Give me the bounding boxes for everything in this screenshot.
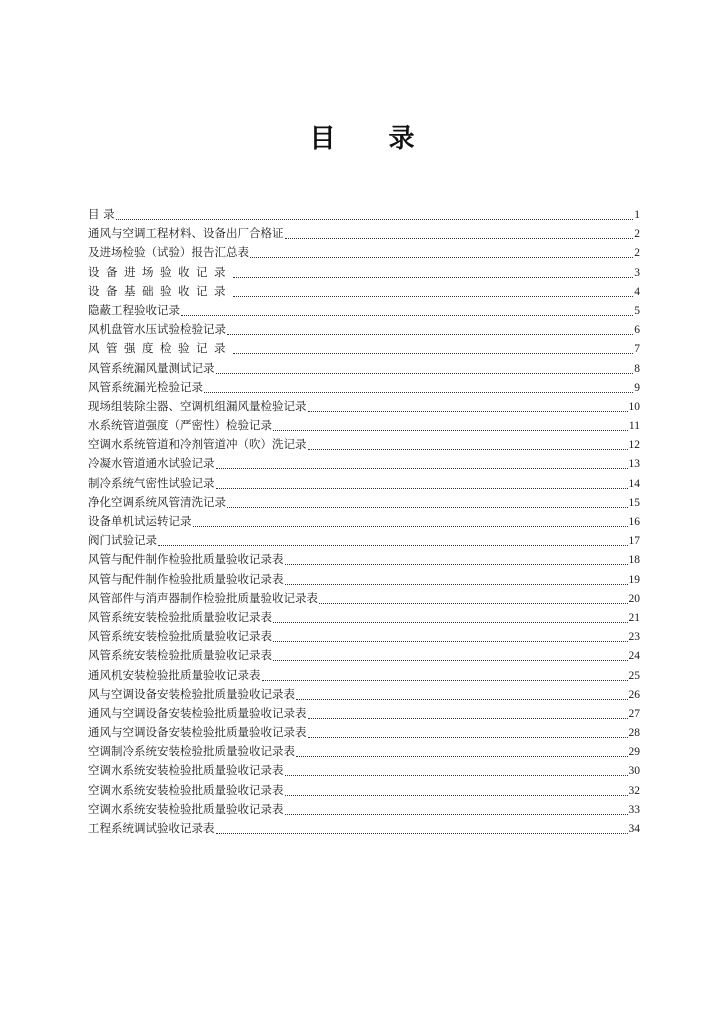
toc-entry-page-number: 21 <box>628 611 640 624</box>
toc-entry[interactable] <box>88 224 640 243</box>
toc-entry-page-number: 33 <box>628 803 640 816</box>
toc-entry-label: 空调水系统管道和冷剂管道冲（吹）洗记录 <box>88 437 307 452</box>
toc-entry-page-number: 32 <box>628 784 640 797</box>
toc-entry-label: 通风与空调设备安装检验批质量验收记录表 <box>88 705 307 720</box>
toc-entry-label: 风管强度检验记录 <box>88 341 232 356</box>
toc-entry[interactable] <box>88 263 640 282</box>
toc-entry[interactable] <box>88 570 640 589</box>
toc-entry-page-number: 2 <box>634 247 640 260</box>
toc-entry-page-number: 4 <box>634 285 640 298</box>
toc-entry[interactable] <box>88 243 640 262</box>
toc-entry[interactable] <box>88 454 640 473</box>
toc-entry-page-number: 3 <box>634 266 640 279</box>
toc-entry-label: 空调水系统安装检验批质量验收记录表 <box>88 801 284 816</box>
toc-entry-label: 风管与配件制作检验批质量验收记录表 <box>88 552 284 567</box>
toc-entry[interactable] <box>88 397 640 416</box>
dot-leader <box>250 245 633 258</box>
toc-entry-label: 风与空调设备安装检验批质量验收记录表 <box>88 686 295 701</box>
toc-entry-label: 工程系统调试验收记录表 <box>88 821 215 835</box>
dot-leader <box>216 361 634 374</box>
toc-entry[interactable] <box>88 378 640 397</box>
page-title: 目 录 <box>309 124 437 154</box>
toc-entry-page-number: 1 <box>634 209 640 221</box>
toc-entry-label: 设备进场验收记录 <box>88 264 232 279</box>
toc-entry-page-number: 25 <box>628 669 640 682</box>
toc-entry-label: 隐蔽工程验收记录 <box>88 302 180 317</box>
toc-entry-page-number: 28 <box>628 727 640 740</box>
dot-leader <box>273 648 628 661</box>
toc-entry-label: 风管系统安装检验批质量验收记录表 <box>88 648 272 663</box>
toc-entry-label: 风管系统漏光检验记录 <box>88 379 203 394</box>
toc-entry[interactable] <box>88 646 640 665</box>
toc-entry[interactable] <box>88 474 640 493</box>
toc-entry-label: 设备基础验收记录 <box>88 283 232 298</box>
toc-entry-page-number: 7 <box>634 343 640 356</box>
toc-entry-page-number: 15 <box>628 496 640 509</box>
toc-entry[interactable] <box>88 627 640 646</box>
dot-leader <box>216 456 628 469</box>
toc-entry-page-number: 24 <box>628 650 640 663</box>
toc-entry[interactable] <box>88 704 640 723</box>
dot-leader <box>273 629 628 642</box>
table-of-contents <box>88 205 640 838</box>
dot-leader <box>308 437 628 450</box>
toc-entry[interactable] <box>88 531 640 550</box>
toc-entry-label: 风管与配件制作检验批质量验收记录表 <box>88 571 284 586</box>
dot-leader <box>308 399 628 412</box>
toc-entry[interactable] <box>88 339 640 358</box>
dot-leader <box>233 265 633 278</box>
toc-entry-label: 空调制冷系统安装检验批质量验收记录表 <box>88 744 295 759</box>
dot-leader <box>308 706 628 719</box>
dot-leader <box>285 572 628 585</box>
toc-entry-page-number: 23 <box>628 631 640 644</box>
dot-leader <box>296 687 628 700</box>
toc-entry-page-number: 20 <box>628 592 640 605</box>
toc-entry-label: 通风与空调工程材料、设备出厂合格证 <box>88 226 284 241</box>
toc-entry[interactable] <box>88 781 640 800</box>
toc-entry[interactable] <box>88 550 640 569</box>
toc-entry-page-number: 18 <box>628 554 640 567</box>
toc-entry-label: 水系统管道强度（严密性）检验记录 <box>88 418 272 433</box>
dot-leader <box>285 552 628 565</box>
toc-entry-label: 通风机安装检验批质量验收记录表 <box>88 667 261 682</box>
toc-entry-label: 目 录 <box>88 207 115 221</box>
toc-entry-page-number: 9 <box>634 381 640 394</box>
toc-entry[interactable] <box>88 435 640 454</box>
toc-entry-page-number: 11 <box>628 420 640 433</box>
toc-entry-label: 风管系统漏风量测试记录 <box>88 360 215 375</box>
dot-leader <box>273 418 628 431</box>
dot-leader <box>233 284 633 297</box>
dot-leader <box>285 802 628 815</box>
toc-entry-label: 风机盘管水压试验检验记录 <box>88 322 226 337</box>
dot-leader <box>319 591 628 604</box>
dot-leader <box>233 341 633 354</box>
toc-entry[interactable] <box>88 589 640 608</box>
toc-entry[interactable] <box>88 493 640 512</box>
toc-entry[interactable] <box>88 819 640 838</box>
toc-entry-page-number: 17 <box>628 535 640 548</box>
toc-entry-label: 冷凝水管道通水试验记录 <box>88 456 215 471</box>
toc-entry[interactable] <box>88 761 640 780</box>
dot-leader <box>216 476 628 489</box>
toc-entry-label: 阀门试验记录 <box>88 533 157 548</box>
dot-leader <box>285 783 628 796</box>
toc-entry-label: 净化空调系统风管清洗记录 <box>88 494 226 509</box>
toc-entry[interactable] <box>88 301 640 320</box>
toc-entry-page-number: 6 <box>634 324 640 337</box>
toc-entry-label: 通风与空调设备安装检验批质量验收记录表 <box>88 725 307 740</box>
dot-leader <box>227 495 628 508</box>
toc-entry-page-number: 34 <box>628 823 640 835</box>
toc-entry-page-number: 30 <box>628 765 640 778</box>
toc-entry[interactable] <box>88 416 640 435</box>
toc-entry[interactable] <box>88 205 640 224</box>
toc-entry-label: 风管系统安装检验批质量验收记录表 <box>88 629 272 644</box>
toc-entry-page-number: 29 <box>628 746 640 759</box>
toc-entry[interactable] <box>88 666 640 685</box>
toc-entry-page-number: 14 <box>628 477 640 490</box>
toc-entry-label: 风管部件与消声器制作检验批质量验收记录表 <box>88 590 318 605</box>
toc-entry[interactable] <box>88 685 640 704</box>
toc-entry[interactable] <box>88 742 640 761</box>
toc-entry-page-number: 19 <box>628 573 640 586</box>
dot-leader <box>273 610 628 623</box>
dot-leader <box>296 744 628 757</box>
toc-entry-page-number: 8 <box>634 362 640 375</box>
toc-entry-label: 制冷系统气密性试验记录 <box>88 475 215 490</box>
toc-entry-page-number: 16 <box>628 516 640 528</box>
toc-entry-page-number: 10 <box>628 400 640 413</box>
toc-entry[interactable] <box>88 282 640 301</box>
toc-entry-label: 空调水系统安装检验批质量验收记录表 <box>88 782 284 797</box>
toc-entry[interactable] <box>88 512 640 531</box>
toc-entry-page-number: 12 <box>628 439 640 452</box>
dot-leader <box>216 821 628 834</box>
dot-leader <box>308 725 628 738</box>
toc-entry-page-number: 26 <box>628 688 640 701</box>
toc-entry-label: 风管系统安装检验批质量验收记录表 <box>88 609 272 624</box>
dot-leader <box>181 303 633 316</box>
dot-leader <box>285 763 628 776</box>
toc-entry[interactable] <box>88 723 640 742</box>
dot-leader <box>158 533 628 546</box>
toc-entry-label: 空调水系统安装检验批质量验收记录表 <box>88 763 284 778</box>
toc-entry[interactable] <box>88 359 640 378</box>
dot-leader <box>116 207 634 220</box>
toc-entry[interactable] <box>88 320 640 339</box>
toc-entry-page-number: 5 <box>634 304 640 317</box>
dot-leader <box>204 380 633 393</box>
toc-entry-page-number: 27 <box>628 707 640 720</box>
toc-entry-label: 现场组装除尘器、空调机组漏风量检验记录 <box>88 398 307 413</box>
toc-entry[interactable] <box>88 800 640 819</box>
toc-entry-label: 设备单机试运转记录 <box>88 514 192 528</box>
toc-entry-page-number: 2 <box>634 228 640 241</box>
dot-leader <box>262 668 628 681</box>
dot-leader <box>193 514 628 527</box>
dot-leader <box>227 322 633 335</box>
toc-entry-label: 及进场检验（试验）报告汇总表 <box>88 245 249 260</box>
toc-entry-page-number: 13 <box>628 458 640 471</box>
dot-leader <box>285 226 634 239</box>
toc-entry[interactable] <box>88 608 640 627</box>
